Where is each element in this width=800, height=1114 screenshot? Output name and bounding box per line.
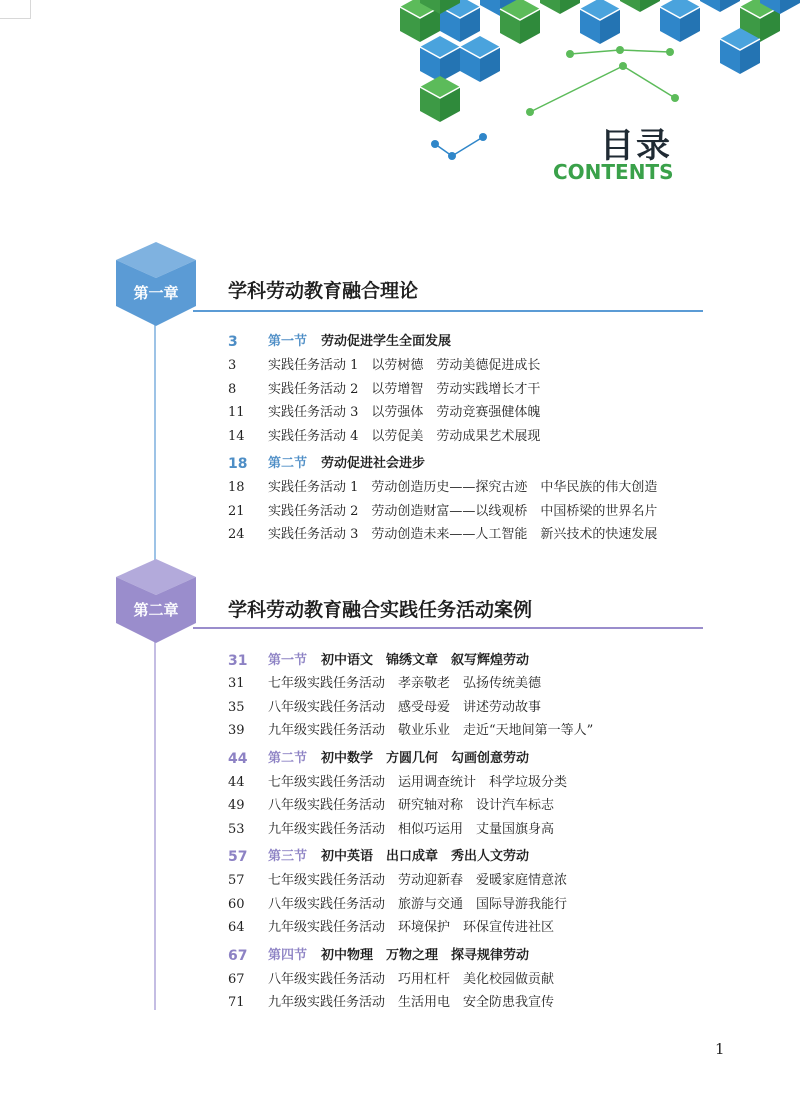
section-page: 3 xyxy=(228,334,238,350)
entry-page: 8 xyxy=(228,382,237,397)
section-page: 31 xyxy=(228,653,248,669)
section-page: 57 xyxy=(228,849,248,865)
section-number: 第一节 xyxy=(268,334,308,349)
entry-page: 60 xyxy=(228,897,245,912)
entry-title: 实践任务活动 4 以劳促美 劳动成果艺术展现 xyxy=(268,429,541,444)
entry-title: 实践任务活动 2 以劳增智 劳动实践增长才干 xyxy=(268,382,541,397)
section-title: 劳动促进学生全面发展 xyxy=(321,334,452,349)
entry-title: 八年级实践任务活动 感受母爱 讲述劳动故事 xyxy=(268,700,542,715)
section-title: 初中英语 出口成章 秀出人文劳动 xyxy=(321,849,530,864)
entry-title: 七年级实践任务活动 运用调查统计 科学垃圾分类 xyxy=(268,775,568,790)
entry-page: 39 xyxy=(228,723,245,738)
chapter-1-label: 第一章 xyxy=(133,284,179,302)
cube-decoration xyxy=(380,0,800,170)
entry-page: 31 xyxy=(228,676,245,691)
corner-mark xyxy=(0,0,31,19)
entry-title: 九年级实践任务活动 生活用电 安全防患我宣传 xyxy=(268,995,555,1010)
entry-title: 八年级实践任务活动 研究轴对称 设计汽车标志 xyxy=(268,798,555,813)
entry-page: 53 xyxy=(228,822,245,837)
section-number: 第二节 xyxy=(268,751,308,766)
entry-title: 八年级实践任务活动 旅游与交通 国际导游我能行 xyxy=(268,897,568,912)
section-page: 67 xyxy=(228,948,248,964)
section-number: 第四节 xyxy=(268,948,308,963)
chapter-2-vertical-line xyxy=(154,610,156,1010)
entry-title: 实践任务活动 3 劳动创造未来——人工智能 新兴技术的快速发展 xyxy=(268,527,658,542)
entry-page: 64 xyxy=(228,920,245,935)
chapter-2-label: 第二章 xyxy=(133,601,179,619)
chapter-2-rule xyxy=(193,627,703,629)
section-page: 44 xyxy=(228,751,248,767)
entry-title: 九年级实践任务活动 敬业乐业 走近“天地间第一等人” xyxy=(268,723,594,738)
section-title: 初中物理 万物之理 探寻规律劳动 xyxy=(321,948,530,963)
entry-title: 七年级实践任务活动 劳动迎新春 爱暖家庭情意浓 xyxy=(268,873,568,888)
toc-title: 目录 xyxy=(600,126,672,166)
entry-page: 49 xyxy=(228,798,245,813)
entry-title: 实践任务活动 1 以劳树德 劳动美德促进成长 xyxy=(268,358,541,373)
entry-page: 14 xyxy=(228,429,245,444)
entry-page: 3 xyxy=(228,358,237,373)
chapter-1-vertical-line xyxy=(154,290,156,565)
entry-page: 24 xyxy=(228,527,245,542)
entry-page: 71 xyxy=(228,995,245,1010)
entry-page: 35 xyxy=(228,700,245,715)
entry-page: 11 xyxy=(228,405,245,420)
section-title: 初中语文 锦绣文章 叙写辉煌劳动 xyxy=(321,653,530,668)
chapter-1-rule xyxy=(193,310,703,312)
section-title: 初中数学 方圆几何 勾画创意劳动 xyxy=(321,751,530,766)
toc-title-english: CONTENTS xyxy=(553,160,674,184)
section-number: 第一节 xyxy=(268,653,308,668)
entry-page: 67 xyxy=(228,972,245,987)
section-title: 劳动促进社会进步 xyxy=(321,456,426,471)
chapter-2-title: 学科劳动教育融合实践任务活动案例 xyxy=(228,599,533,621)
entry-title: 九年级实践任务活动 相似巧运用 丈量国旗身高 xyxy=(268,822,555,837)
entry-title: 八年级实践任务活动 巧用杠杆 美化校园做贡献 xyxy=(268,972,555,987)
entry-page: 44 xyxy=(228,775,245,790)
entry-title: 实践任务活动 2 劳动创造财富——以线观桥 中国桥梁的世界名片 xyxy=(268,504,658,519)
section-page: 18 xyxy=(228,456,248,472)
entry-page: 57 xyxy=(228,873,245,888)
entry-title: 七年级实践任务活动 孝亲敬老 弘扬传统美德 xyxy=(268,676,542,691)
entry-title: 实践任务活动 3 以劳强体 劳动竞赛强健体魄 xyxy=(268,405,541,420)
entry-page: 18 xyxy=(228,480,245,495)
entry-title: 实践任务活动 1 劳动创造历史——探究古迹 中华民族的伟大创造 xyxy=(268,480,658,495)
entry-title: 九年级实践任务活动 环境保护 环保宣传进社区 xyxy=(268,920,555,935)
page-number: 1 xyxy=(715,1040,725,1058)
entry-page: 21 xyxy=(228,504,245,519)
chapter-1-title: 学科劳动教育融合理论 xyxy=(228,280,419,302)
section-number: 第三节 xyxy=(268,849,308,864)
section-number: 第二节 xyxy=(268,456,308,471)
